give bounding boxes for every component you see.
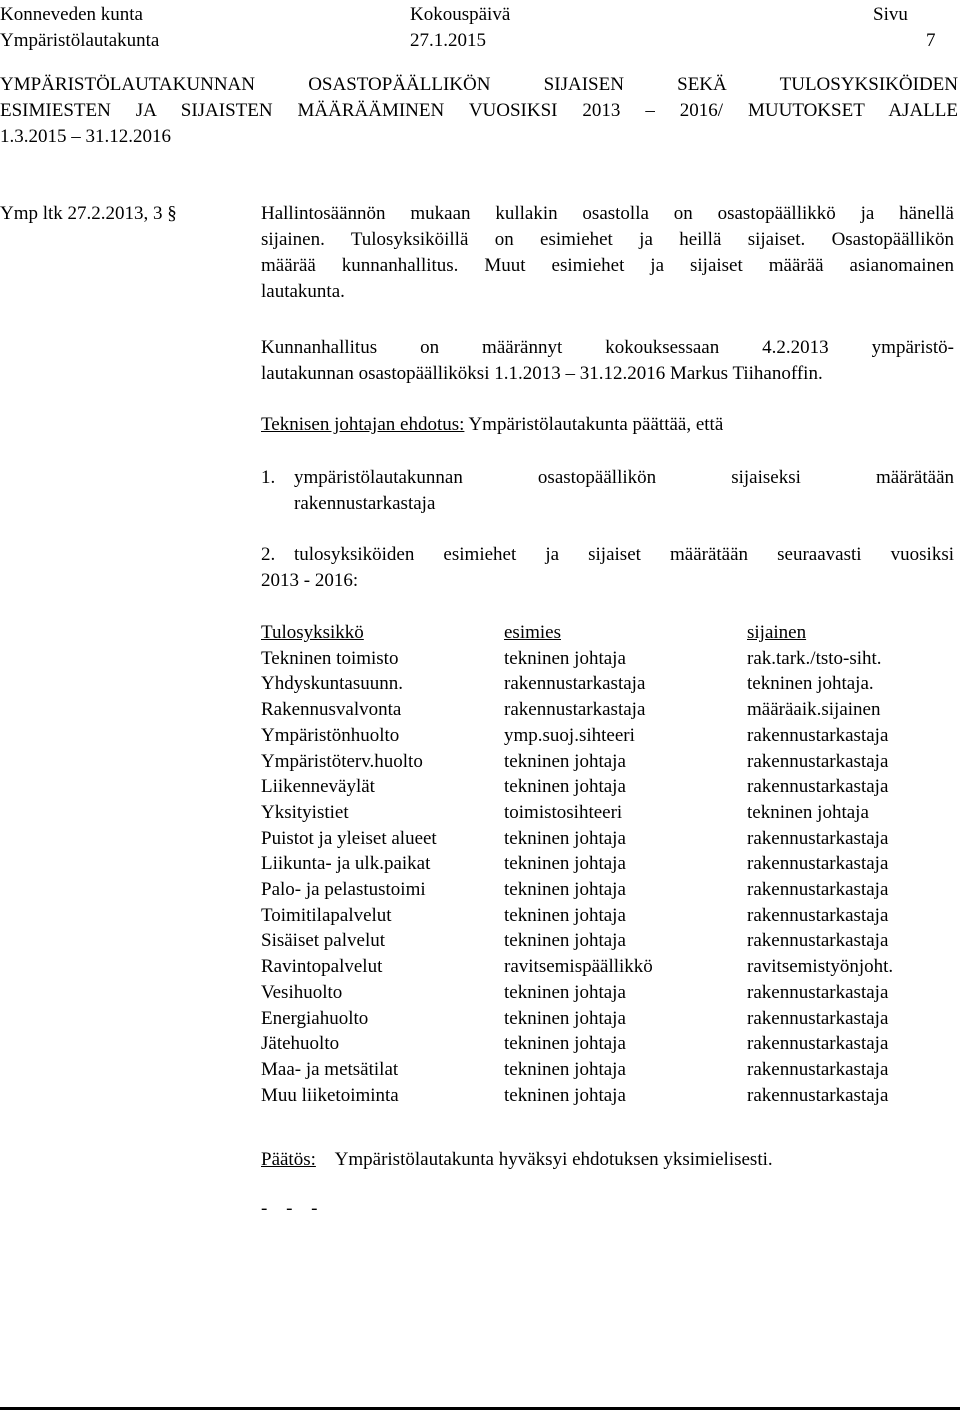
intro-line: lautakunta. [261,281,345,302]
deputy: rakennustarkastaja [747,879,889,901]
unit-name: Toimitilapalvelut [261,904,392,926]
decision-label: Päätös: [261,1149,316,1170]
unit-name: Puistot ja yleiset alueet [261,827,437,849]
proposal-line [261,412,723,438]
supervisor: ymp.suoj.sihteeri [504,724,635,746]
supervisor: rakennustarkastaja [504,673,646,695]
table-row [261,1057,947,1083]
column-header: sijainen [747,622,807,643]
supervisor: tekninen johtaja [504,776,626,798]
supervisor: tekninen johtaja [504,879,626,901]
table-row [261,1083,947,1109]
proposal-text: Ympäristölautakunta päättää, että [468,414,724,435]
committee-name: Ympäristölautakunta [0,30,160,51]
unit-name: Sisäiset palvelut [261,930,386,952]
deputy: rakennustarkastaja [747,930,889,952]
table-row [261,903,947,929]
supervisor: rakennustarkastaja [504,699,646,721]
intro-paragraph [261,201,954,305]
unit-name: Jätehuolto [261,1033,340,1055]
supervisor: tekninen johtaja [504,647,626,669]
municipality-name: Konneveden kunta [0,4,143,25]
unit-name: Rakennusvalvonta [261,699,402,721]
supervisor: toimistosihteeri [504,801,623,823]
deputy: rakennustarkastaja [747,1084,889,1106]
supervisor: tekninen johtaja [504,981,626,1003]
unit-name: Tekninen toimisto [261,647,399,669]
intro-line: Hallintosäännön mukaan kullakin osastolla on osastopäällikkö ja hänellä [261,203,954,224]
intro-line: sijainen. Tulosyksiköillä on esimiehet ja heillä sijaiset. Osastopäällikön [261,229,954,250]
deputy: ravitsemistyönjoht. [747,956,894,978]
table-row [261,954,947,980]
item-text: 2013 - 2016: [261,570,359,591]
table-row [261,928,947,954]
supervisor: tekninen johtaja [504,1084,626,1106]
supervisor: tekninen johtaja [504,930,626,952]
item-1 [294,465,954,517]
table-header-row [261,620,947,646]
deputy: rakennustarkastaja [747,724,889,746]
table-row [261,980,947,1006]
table-row [261,697,947,723]
unit-name: Energiahuolto [261,1007,369,1029]
supervisor: tekninen johtaja [504,1007,626,1029]
footer-rule [0,1407,960,1410]
supervisor: tekninen johtaja [504,1058,626,1080]
page-number: 7 [926,30,936,51]
board-paragraph [261,335,954,387]
decision-text: Ympäristölautakunta hyväksyi ehdotuksen yksimielisesti. [334,1149,773,1170]
page-label: Sivu [873,4,908,25]
decision-line [261,1147,773,1173]
title-line: ESIMIESTEN JA SIJAISTEN MÄÄRÄÄMINEN VUOSIKSI 2013 – 2016/ MUUTOKSET AJALLE [0,100,958,121]
supervisor: tekninen johtaja [504,853,626,875]
deputy: rakennustarkastaja [747,904,889,926]
deputy: määräaik.sijainen [747,699,881,721]
supervisor: tekninen johtaja [504,750,626,772]
item-text: rakennustarkastaja [294,493,436,514]
board-line: lautakunnan osastopäälliköksi 1.1.2013 – 31.12.2016 Markus Tiihanoffin. [261,363,823,384]
supervisor: tekninen johtaja [504,827,626,849]
deputy: rakennustarkastaja [747,750,889,772]
deputy: rakennustarkastaja [747,1058,889,1080]
unit-name: Yksityistiet [261,801,349,823]
title-line: YMPÄRISTÖLAUTAKUNNAN OSASTOPÄÄLLIKÖN SIJAISEN SEKÄ TULOSYKSIKÖIDEN [0,74,958,95]
deputy: rak.tark./tsto-siht. [747,647,882,669]
table-row [261,646,947,672]
table-row [261,851,947,877]
table-row [261,774,947,800]
unit-name: Ravintopalvelut [261,956,383,978]
deputy: tekninen johtaja. [747,673,874,695]
intro-line: määrää kunnanhallitus. Muut esimiehet ja sijaiset määrää asianomainen [261,255,954,276]
deputy: tekninen johtaja [747,801,869,823]
unit-name: Liikenneväylät [261,776,375,798]
table-body [261,646,947,1109]
table-row [261,826,947,852]
meeting-date: 27.1.2015 [410,30,486,51]
item-text: ympäristölautakunnan osastopäällikön sijaiseksi määrätään [294,467,954,488]
unit-name: Ympäristönhuolto [261,724,400,746]
table-row [261,671,947,697]
deputy: rakennustarkastaja [747,776,889,798]
column-header: Tulosyksikkö [261,622,364,643]
item-2 [294,542,954,568]
table-row [261,800,947,826]
table-row [261,723,947,749]
unit-name: Liikunta- ja ulk.paikat [261,853,431,875]
unit-name: Yhdyskuntasuunn. [261,673,403,695]
unit-name: Vesihuolto [261,981,343,1003]
section-reference: Ymp ltk 27.2.2013, 3 § [0,203,177,224]
item-text: tulosyksiköiden esimiehet ja sijaiset määrätään seuraavasti vuosiksi [294,544,954,565]
deputy: rakennustarkastaja [747,1033,889,1055]
supervisor: tekninen johtaja [504,1033,626,1055]
supervisor: tekninen johtaja [504,904,626,926]
document-title [0,72,958,150]
item-number: 2. [261,544,276,565]
table-row [261,1031,947,1057]
deputy: rakennustarkastaja [747,981,889,1003]
unit-name: Maa- ja metsätilat [261,1058,399,1080]
deputy: rakennustarkastaja [747,1007,889,1029]
unit-name: Ympäristöterv.huolto [261,750,423,772]
meeting-date-label: Kokouspäivä [410,4,511,25]
supervisor: ravitsemispäällikkö [504,956,653,978]
column-header: esimies [504,622,561,643]
board-line: Kunnanhallitus on määrännyt kokouksessaan 4.2.2013 ympäristö- [261,337,954,358]
end-marker: - - - [261,1198,318,1219]
item-number: 1. [261,467,276,488]
unit-name: Palo- ja pelastustoimi [261,879,426,901]
table-row [261,877,947,903]
responsibility-table [261,620,947,1108]
table-row [261,1006,947,1032]
proposal-label: Teknisen johtajan ehdotus: [261,414,465,435]
title-line: 1.3.2015 – 31.12.2016 [0,126,171,147]
unit-name: Muu liiketoiminta [261,1084,399,1106]
table-row [261,749,947,775]
deputy: rakennustarkastaja [747,853,889,875]
deputy: rakennustarkastaja [747,827,889,849]
